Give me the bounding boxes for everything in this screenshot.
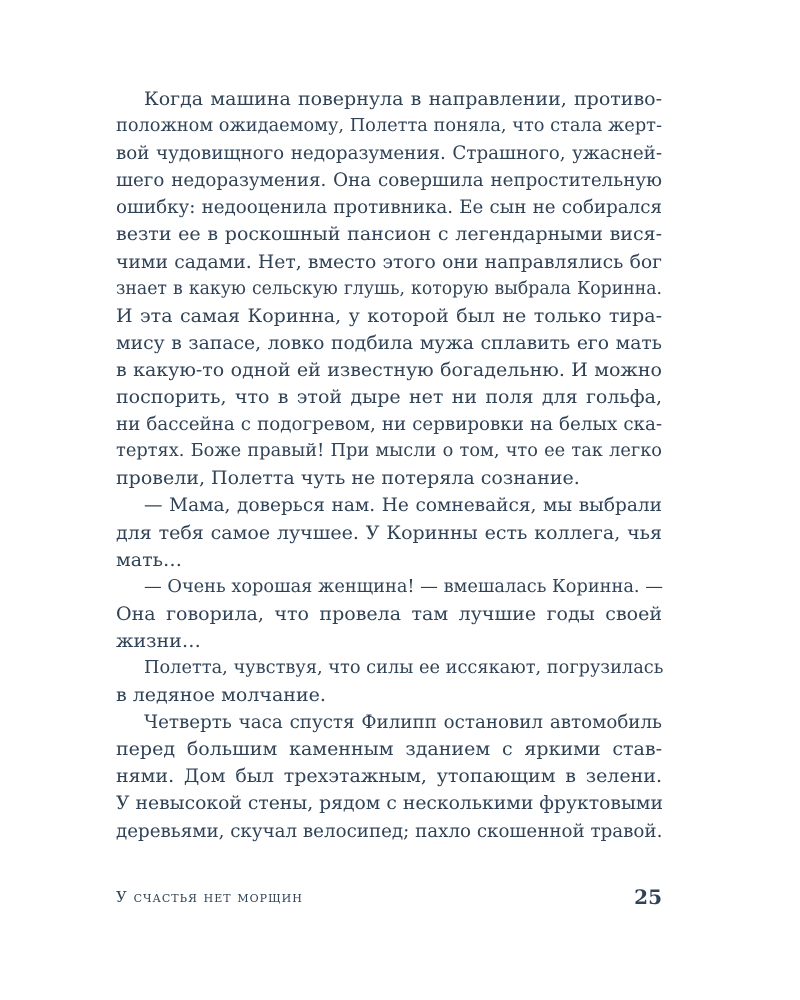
text-line: ни бассейна с подогревом, ни сервировки на белых ска- — [116, 414, 662, 436]
text-line: вой чудовищного недоразумения. Страшного, ужасней- — [116, 143, 662, 165]
page-number: 25 — [634, 885, 662, 909]
text-line: чими садами. Нет, вместо этого они направлялись бог — [116, 251, 662, 273]
text-line: знает в какую сельскую глушь, которую выбрала Коринна. — [116, 278, 662, 299]
text-line: Четверть часа спустя Филипп остановил автомобиль — [144, 712, 662, 734]
text-line: Когда машина повернула в направлении, противо- — [144, 88, 662, 110]
text-line: нями. Дом был трехэтажным, утопающим в зелени. — [116, 765, 662, 788]
text-line: поспорить, что в этой дыре нет ни поля для гольфа, — [116, 386, 662, 409]
text-line: — Мама, доверься нам. Не сомневайся, мы выбрали — [144, 495, 662, 517]
text-line: жизни… — [116, 629, 201, 652]
running-title: У счастья нет морщин — [116, 888, 303, 906]
text-line: положном ожидаемому, Полетта поняла, что стала жерт- — [116, 116, 662, 137]
text-line: перед большим каменным зданием с яркими став- — [116, 738, 662, 761]
text-line: мису в запасе, ловко подбила мужа сплавить его мать — [116, 332, 662, 354]
text-line: У невысокой стены, рядом с несколькими фруктовыми — [116, 793, 663, 815]
text-line: везти ее в роскошный пансион с легендарными вися- — [116, 223, 662, 246]
text-line: — Очень хорошая женщина! — вмешалась Коринна. — — [144, 576, 663, 597]
text-line: И эта самая Коринна, у которой был не только тира- — [116, 304, 662, 327]
text-line: в ледяное молчание. — [116, 684, 326, 707]
text-line: ошибку: недооценила противника. Ее сын не собирался — [116, 197, 662, 219]
text-line: мать… — [116, 548, 182, 571]
text-line: Она говорила, что провела там лучшие годы своей — [116, 602, 662, 625]
page-footer — [116, 885, 662, 914]
text-line: провели, Полетта чуть не потеряла сознание. — [116, 467, 580, 490]
body-text — [116, 86, 662, 845]
text-line: деревьями, скучал велосипед; пахло скошенной травой. — [116, 820, 663, 842]
text-line: Полетта, чувствуя, что силы ее иссякают, погрузилась — [144, 657, 664, 678]
text-line: для тебя самое лучшее. У Коринны есть коллега, чья — [116, 521, 662, 544]
text-line: в какую-то одной ей известную богадельню. И можно — [116, 358, 662, 381]
text-line: шего недоразумения. Она совершила непростительную — [116, 170, 662, 192]
text-line: тертях. Боже правый! При мысли о том, что ее так легко — [116, 441, 662, 462]
